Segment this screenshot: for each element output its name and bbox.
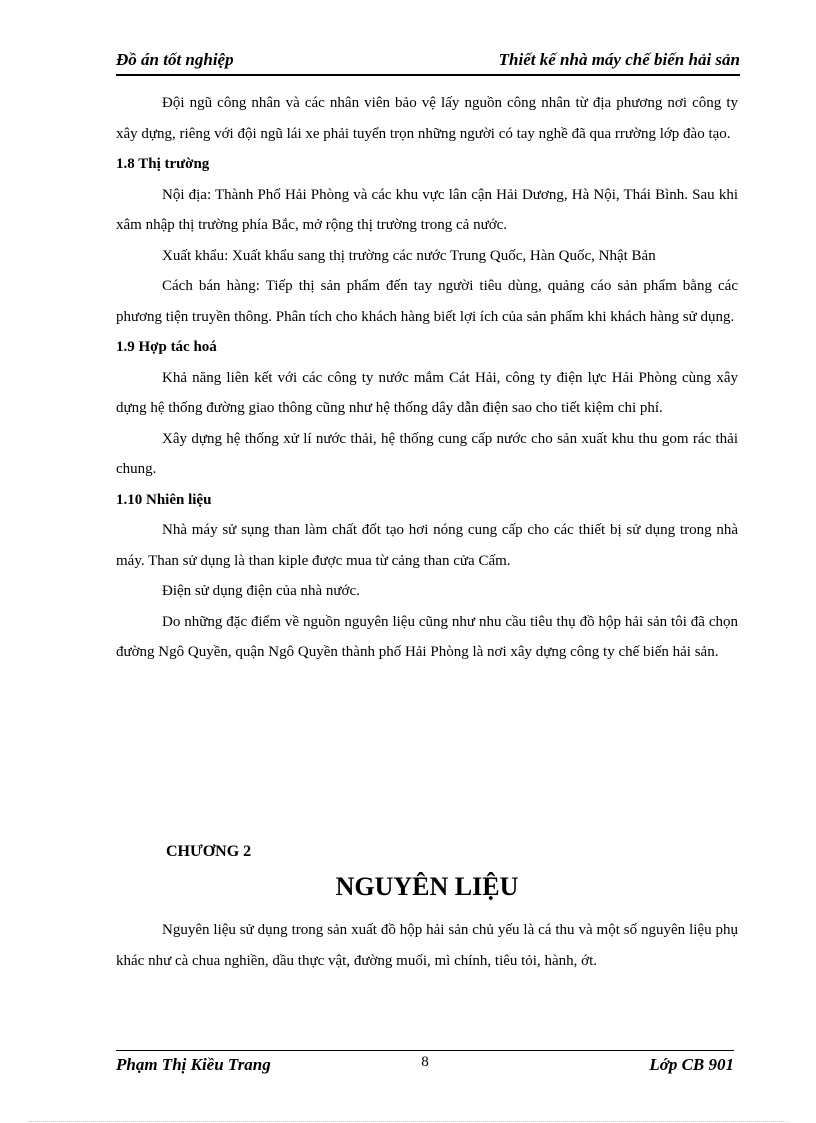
- header-left-title: Đồ án tốt nghiệp: [116, 50, 234, 69]
- heading-1-8-market: 1.8 Thị trường: [116, 156, 210, 172]
- page-header: [116, 48, 740, 76]
- paragraph-location: Do những đặc điểm về nguồn nguyên liệu cũng như nhu cầu tiêu thụ đồ hộp hải sản tôi đã chọn đường Ngô Quyền, quận Ngô Quyền thành phố Hải Phòng là nơi xây dựng công ty chế biến hải sản.: [116, 613, 738, 660]
- chapter-title: NGUYÊN LIỆU: [335, 872, 519, 901]
- heading-1-9-cooperation: 1.9 Hợp tác hoá: [116, 339, 217, 355]
- paragraph-sales: Cách bán hàng: Tiếp thị sản phẩm đến tay người tiêu dùng, quảng cáo sản phẩm bằng các phương tiện truyền thông. Phân tích cho khách hàng biết lợi ích của sản phẩm khi khách hàng sử dụng.: [116, 278, 738, 325]
- footer-class: Lớp CB 901: [649, 1055, 734, 1074]
- paragraph-workforce: Đội ngũ công nhân và các nhân viên bảo vệ lấy nguồn công nhân từ địa phương nơi công ty xây dựng, riêng với đội ngũ lái xe phải tuyển trọn những người có tay nghề đã qua rrường lớp đào tạo.: [116, 95, 738, 142]
- paragraph-wastewater: Xây dựng hệ thống xử lí nước thải, hệ thống cung cấp nước cho sản xuất khu thu gom rác thải chung.: [116, 430, 738, 477]
- footer-author: Phạm Thị Kiều Trang: [116, 1055, 271, 1074]
- header-right-title: Thiết kế nhà máy chế biến hải sản: [498, 50, 740, 69]
- heading-1-10-fuel: 1.10 Nhiên liệu: [116, 491, 212, 508]
- paragraph-domestic: Nội địa: Thành Phố Hải Phòng và các khu vực lân cận Hải Dương, Hà Nội, Thái Bình. Sau khi xâm nhập thị trường phía Bắc, mở rộng thị trường trong cả nước.: [116, 186, 738, 233]
- paragraph-partnership: Khả năng liên kết với các công ty nước mắm Cát Hải, công ty điện lực Hải Phòng cùng xây dựng hệ thống đường giao thông cũng như hệ thống dây dẫn điện sao cho tiết kiệm chi phí.: [116, 369, 738, 416]
- paragraph-electricity: Điện sử dụng điện của nhà nước.: [162, 583, 360, 599]
- chapter-content: [116, 915, 738, 977]
- page-footer: [116, 1050, 734, 1079]
- page-number: 8: [421, 1054, 429, 1070]
- paragraph-raw-materials: Nguyên liệu sử dụng trong sản xuất đồ hộp hải sản chủ yếu là cá thu và một số nguyên liệu phụ khác như cà chua nghiền, dầu thực vật, đường muối, mì chính, tiêu tỏi, hành, ớt.: [116, 922, 738, 969]
- main-content: [116, 88, 738, 668]
- chapter-label: CHƯƠNG 2: [166, 843, 252, 860]
- paragraph-export: Xuất khẩu: Xuất khẩu sang thị trường các nước Trung Quốc, Hàn Quốc, Nhật Bản: [162, 247, 656, 264]
- paragraph-coal: Nhà máy sử sụng than làm chất đốt tạo hơi nóng cung cấp cho các thiết bị sử dụng trong nhà máy. Than sử dụng là than kiple được mua từ cảng than cửa Cấm.: [116, 522, 738, 569]
- page-bottom-divider: [28, 1121, 788, 1122]
